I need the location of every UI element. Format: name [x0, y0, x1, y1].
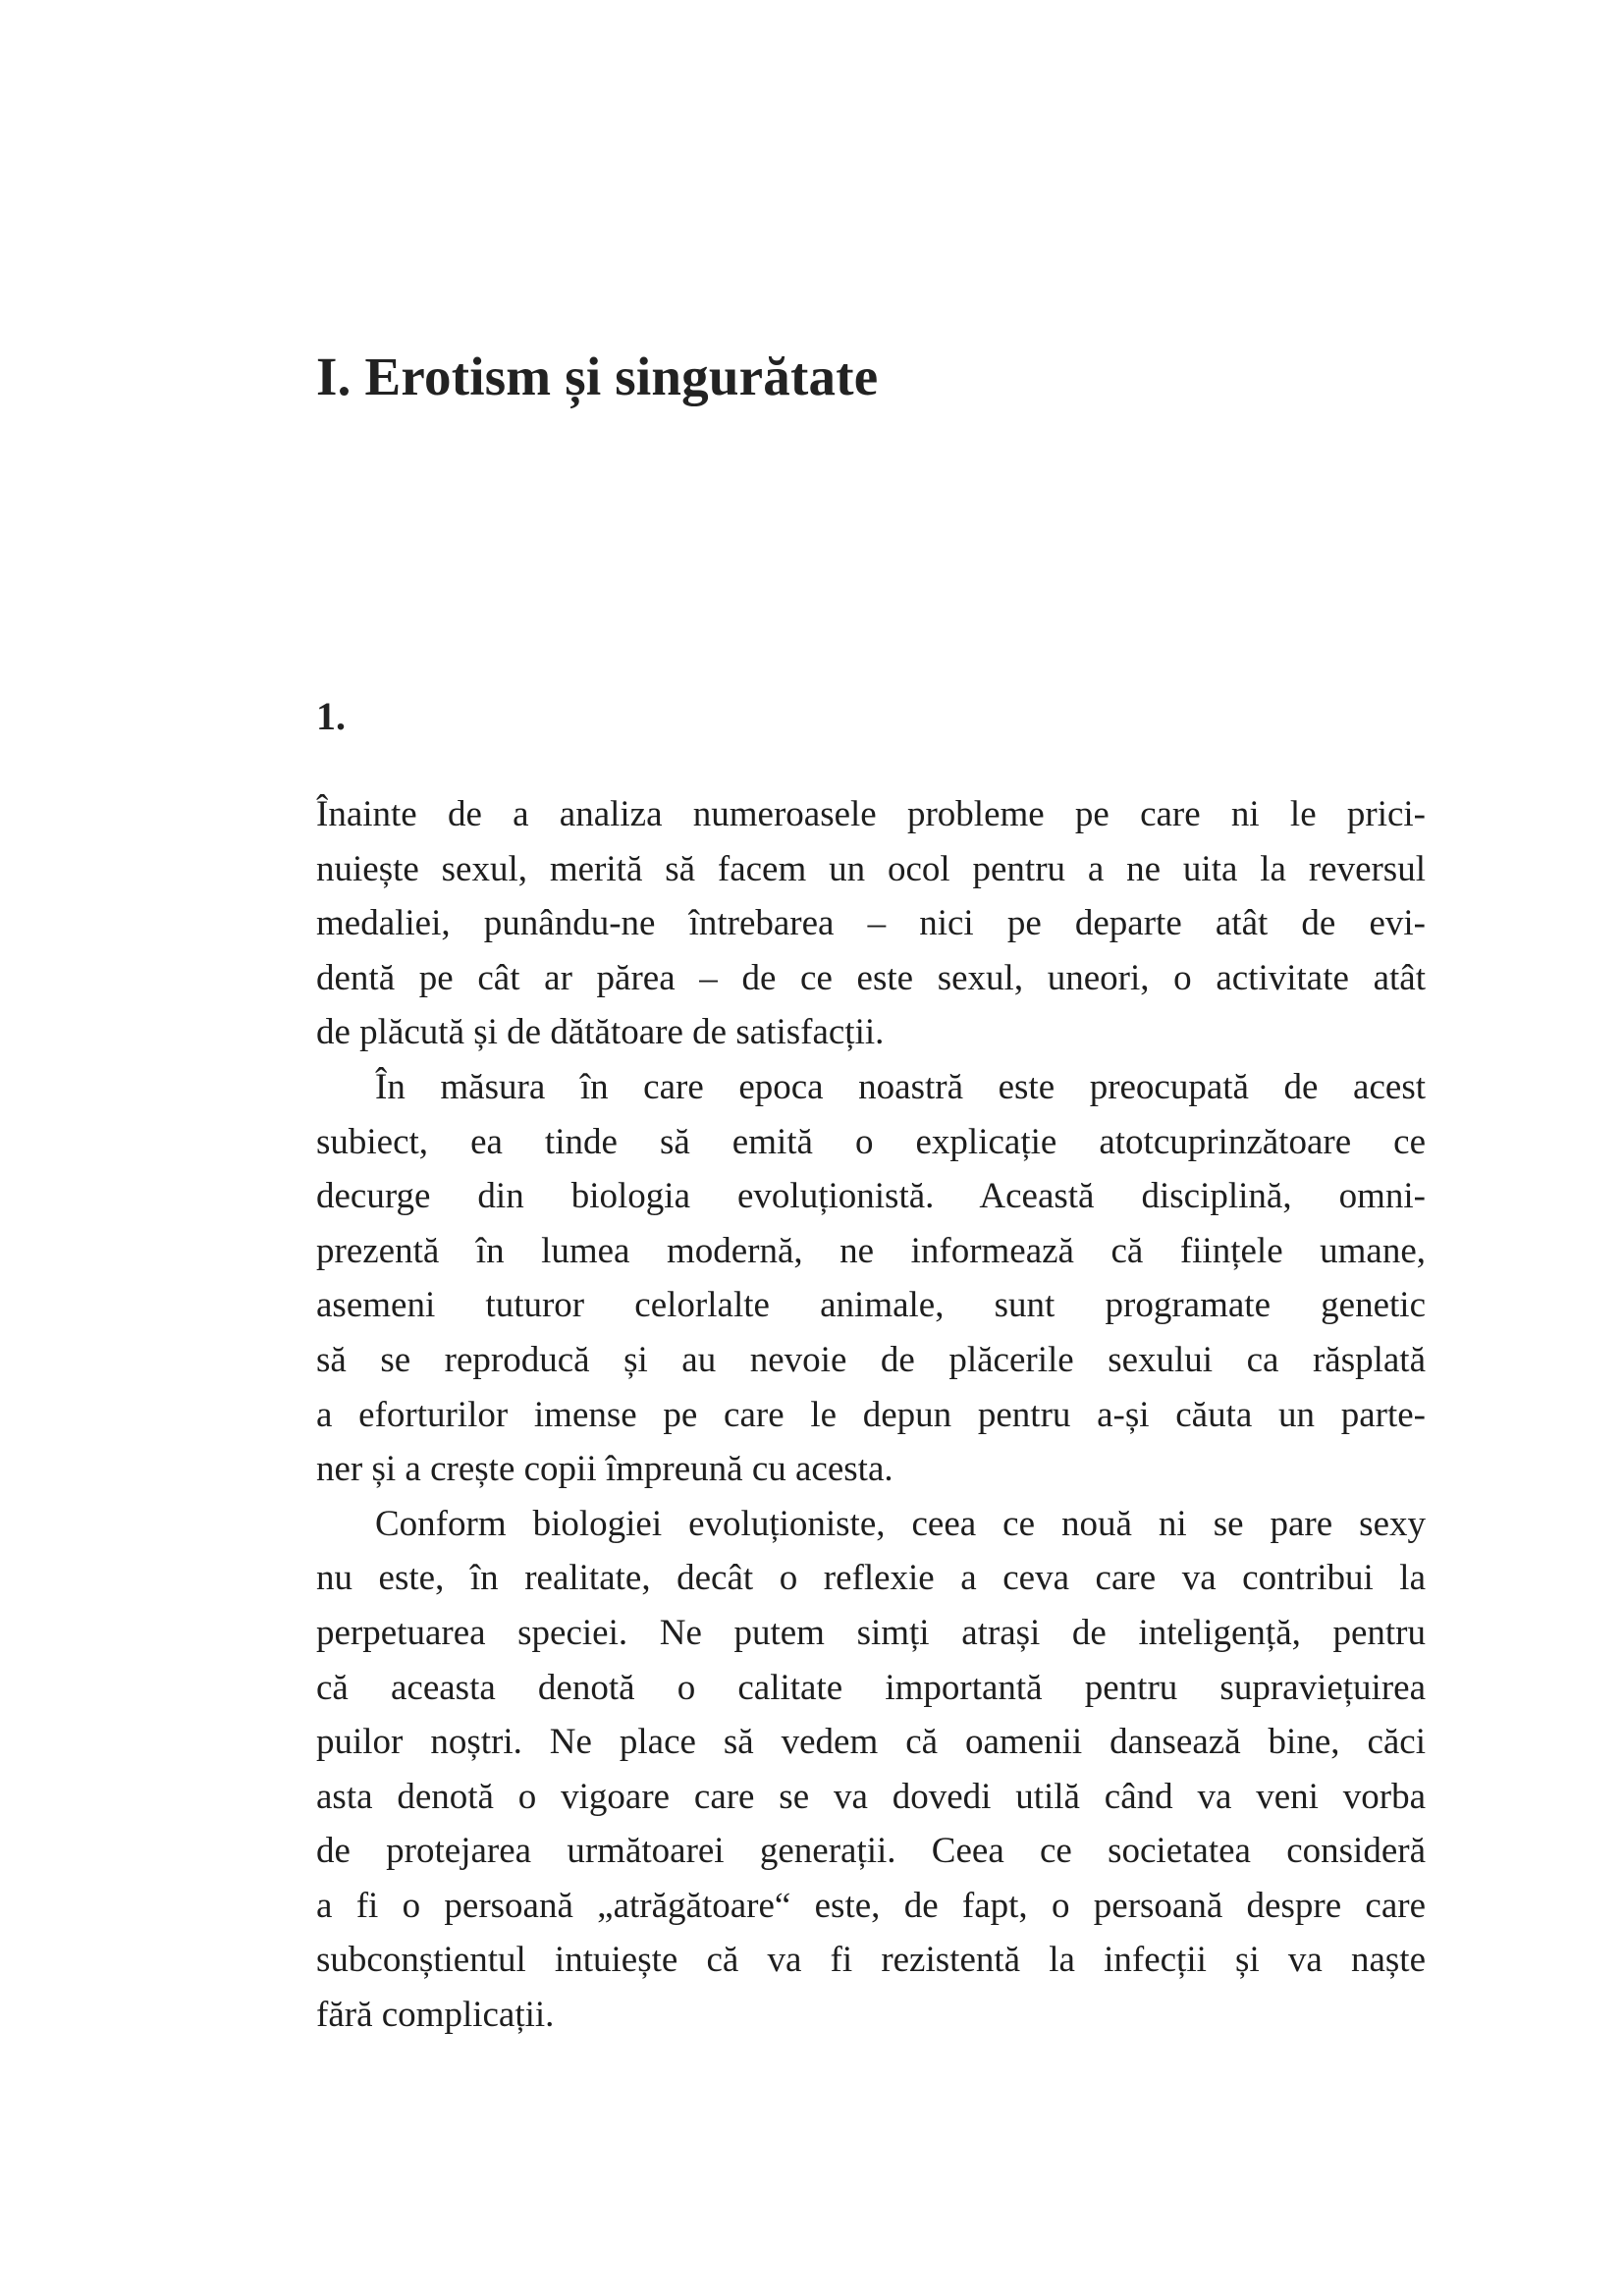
paragraph-2 [316, 1060, 1426, 1497]
text-line: nuiește sexul, merită să facem un ocol pentru a ne uita la reversul [316, 848, 1426, 889]
text-line: asemeni tuturor celorlalte animale, sunt programate genetic [316, 1285, 1426, 1326]
text-line: medaliei, punându-ne întrebarea – nici pe departe atât de evi- [316, 903, 1426, 944]
text-line: de protejarea următoarei generații. Ceea ce societatea consideră [316, 1831, 1426, 1872]
text-line: să se reproducă și au nevoie de plăcerile sexului ca răsplată [316, 1339, 1426, 1380]
text-line: fără complicații. [316, 1995, 555, 2036]
text-line: subconștientul intuiește că va fi rezistentă la infecții și va naște [316, 1940, 1426, 1981]
text-line: de plăcută și de dătătoare de satisfacții. [316, 1012, 885, 1053]
chapter-title: I. Erotism și singurătate [316, 347, 879, 406]
text-line: a fi o persoană „atrăgătoare“ este, de fapt, o persoană despre care [316, 1885, 1426, 1926]
text-line: asta denotă o vigoare care se va dovedi utilă când va veni vorba [316, 1776, 1426, 1817]
text-line: perpetuarea speciei. Ne putem simți atrași de inteligență, pentru [316, 1612, 1426, 1653]
body-text [316, 787, 1426, 2043]
section-number: 1. [316, 694, 346, 738]
text-line: nu este, în realitate, decât o reflexie a ceva care va contribui la [316, 1558, 1426, 1599]
text-line: Conform biologiei evoluționiste, ceea ce nouă ni se pare sexy [375, 1503, 1426, 1544]
text-line: prezentă în lumea modernă, ne informează că ființele umane, [316, 1230, 1426, 1271]
text-line: subiect, ea tinde să emită o explicație atotcuprinzătoare ce [316, 1121, 1426, 1162]
text-line: a eforturilor imense pe care le depun pentru a-și căuta un parte- [316, 1394, 1426, 1435]
paragraph-3 [316, 1497, 1426, 2043]
text-line: Înainte de a analiza numeroasele probleme pe care ni le prici- [316, 794, 1426, 834]
text-line: puilor noștri. Ne place să vedem că oamenii dansează bine, căci [316, 1722, 1426, 1763]
text-line: ner și a crește copii împreună cu acesta. [316, 1449, 893, 1490]
text-line: dentă pe cât ar părea – de ce este sexul, uneori, o activitate atât [316, 957, 1426, 998]
paragraph-1 [316, 787, 1426, 1060]
text-line: decurge din biologia evoluționistă. Această disciplină, omni- [316, 1176, 1426, 1217]
text-line: În măsura în care epoca noastră este preocupată de acest [375, 1066, 1426, 1107]
text-line: că aceasta denotă o calitate importantă pentru supraviețuirea [316, 1667, 1426, 1708]
